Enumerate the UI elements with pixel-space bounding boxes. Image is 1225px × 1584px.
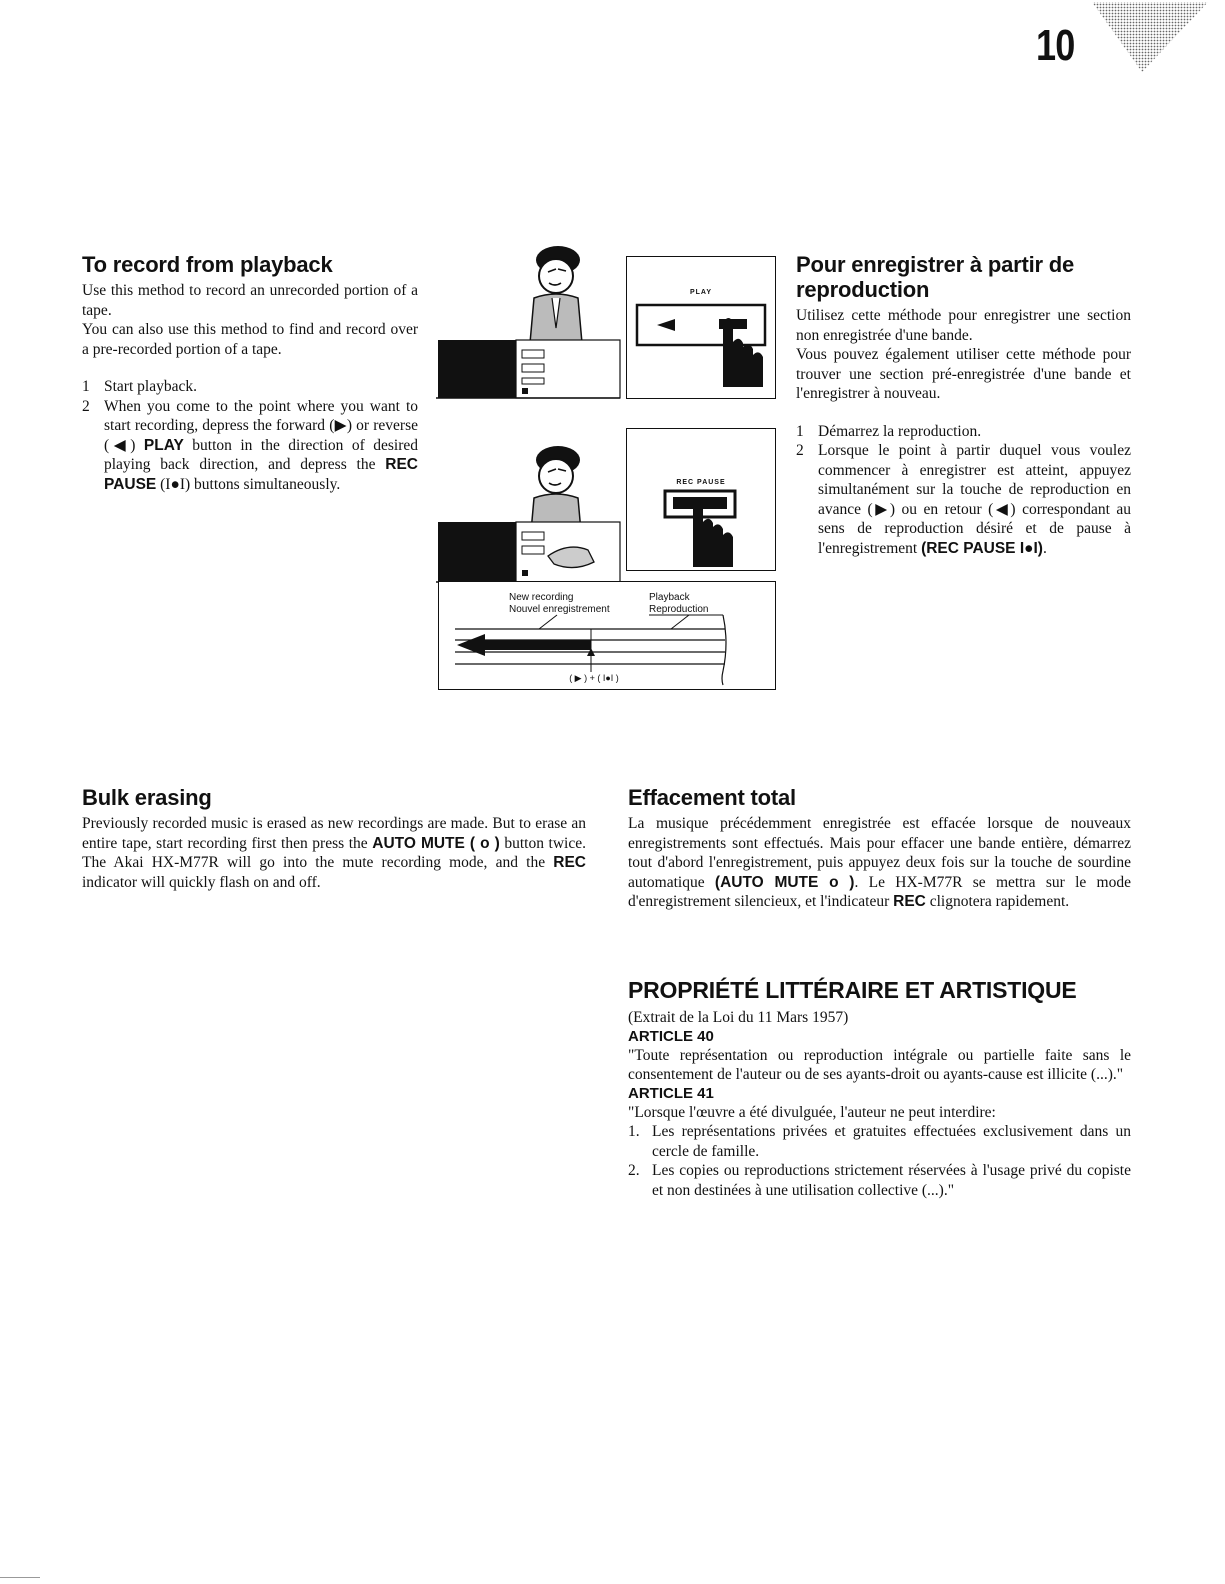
pour-enregistrer-steps — [796, 422, 1131, 559]
new-recording-label-fr: Nouvel enregistrement — [509, 604, 610, 615]
operator-with-deck-illustration — [436, 228, 626, 403]
pour-enregistrer-intro-2: Vous pouvez également utiliser cette méthode pour trouver une section pré-enregistrée d'une bande et l'enregistrer à nouveau. — [796, 346, 1131, 402]
rec-indicator-label: REC — [553, 854, 586, 871]
auto-mute-label: AUTO MUTE ( o ) — [372, 834, 500, 852]
button-combination-label: ( ▶ ) + ( I●I ) — [569, 673, 619, 683]
record-from-playback-intro-2: You can also use this method to find and record over a pre-recorded portion of a tape. — [82, 321, 418, 358]
list-item: 1 Start playback. — [82, 378, 197, 395]
pour-enregistrer-section — [796, 252, 1131, 558]
propriete-section — [628, 978, 1131, 1200]
article-41-list — [628, 1122, 1131, 1200]
procedure-illustration — [436, 228, 781, 693]
page-number: 10 — [1036, 21, 1075, 70]
tape-diagram — [438, 581, 776, 690]
list-item: 2. Les copies ou reproductions strictement réservées à l'usage privé du copiste et non destinées à une utilisation collective (...)." — [628, 1162, 1131, 1199]
page-edge-rule — [0, 1577, 40, 1578]
playback-label-en: Playback — [649, 592, 690, 603]
effacement-text: La musique précédemment enregistrée est effacée lorsque de nouveaux enregistrements sont effectués. Mais pour effacer une bande entière, démarrez tout d'abord l'enregistrement, puis appuyez deux fois sur la touche de sourdine automatique (AUTO MUTE o ). Le HX-M77R se mettra sur le mode d'enregistrement silencieux, et l'indicateur REC clignotera rapidement. — [628, 815, 1131, 910]
article-40-text: "Toute représentation ou reproduction intégrale ou partielle faite sans le consentement de l'auteur ou de ses ayants-droit ou ayants-cause est illicite (...)." — [628, 1046, 1131, 1083]
play-label: PLAY — [689, 289, 713, 296]
list-item: 1. Les représentations privées et gratuites effectuées exclusivement dans un cercle de famille. — [628, 1123, 1131, 1160]
effacement-section — [628, 785, 1131, 912]
bulk-erasing-title: Bulk erasing — [82, 785, 212, 810]
rec-indicator-label-fr: REC — [893, 893, 926, 910]
pour-enregistrer-title: Pour enregistrer à partir de reproduction — [796, 252, 1075, 302]
play-button-press-icon — [627, 257, 775, 398]
play-button-closeup — [626, 256, 776, 399]
record-from-playback-intro-1: Use this method to record an unrecorded portion of a tape. — [82, 282, 418, 319]
bulk-erasing-text: Previously recorded music is erased as new recordings are made. But to erase an entire tape, start recording first then press the AUTO MUTE ( o ) button twice. The Akai HX-M77R will go into the mute recording mode, and the REC indicator will quickly flash on and off. — [82, 815, 586, 891]
pour-enregistrer-intro-1: Utilisez cette méthode pour enregistrer une section non enregistrée d'une bande. — [796, 307, 1131, 344]
article-41-heading: ARTICLE 41 — [628, 1084, 714, 1102]
rec-pause-label: REC PAUSE — [676, 479, 726, 486]
rec-pause-button-press-icon — [627, 429, 775, 570]
bulk-erasing-section — [82, 785, 586, 892]
play-button-label: PLAY — [143, 436, 184, 454]
record-from-playback-steps — [82, 377, 418, 494]
article-41-intro: "Lorsque l'œuvre a été divulguée, l'auteur ne peut interdire: — [628, 1103, 996, 1121]
record-from-playback-section — [82, 252, 418, 494]
rec-pause-button-label: REC PAUSE — [104, 456, 418, 493]
list-item: 2 Lorsque le point à partir duquel vous voulez commencer à enregistrer est atteint, appuyez simultanément sur la touche de reproduction en avance (▶) ou en retour (◀) correspondant au sens de reproduction désiré et de pause à l'enregistrement (REC PAUSE I●I). — [796, 442, 1131, 557]
rec-pause-label-fr: (REC PAUSE I●I) — [921, 539, 1043, 557]
operator-pressing-buttons-illustration — [436, 428, 626, 603]
corner-triangle-decoration — [1090, 0, 1210, 75]
article-40-heading: ARTICLE 40 — [628, 1027, 714, 1045]
record-from-playback-title: To record from playback — [82, 252, 333, 277]
propriete-title: PROPRIÉTÉ LITTÉRAIRE ET ARTISTIQUE — [628, 977, 1077, 1003]
list-item: 1 Démarrez la reproduction. — [796, 422, 982, 440]
propriete-subtitle: (Extrait de la Loi du 11 Mars 1957) — [628, 1009, 849, 1026]
rec-pause-button-closeup — [626, 428, 776, 571]
auto-mute-label-fr: (AUTO MUTE o ) — [714, 873, 855, 891]
playback-label-fr: Reproduction — [649, 604, 709, 615]
effacement-title: Effacement total — [628, 785, 796, 810]
new-recording-label-en: New recording — [509, 592, 574, 603]
list-item: 2 When you come to the point where you want to start recording, depress the forward (▶) or reverse (◀) PLAY button in the direction of desired playing back direction, and depress the REC PAUSE (I●I) buttons simultaneously. — [82, 397, 418, 493]
